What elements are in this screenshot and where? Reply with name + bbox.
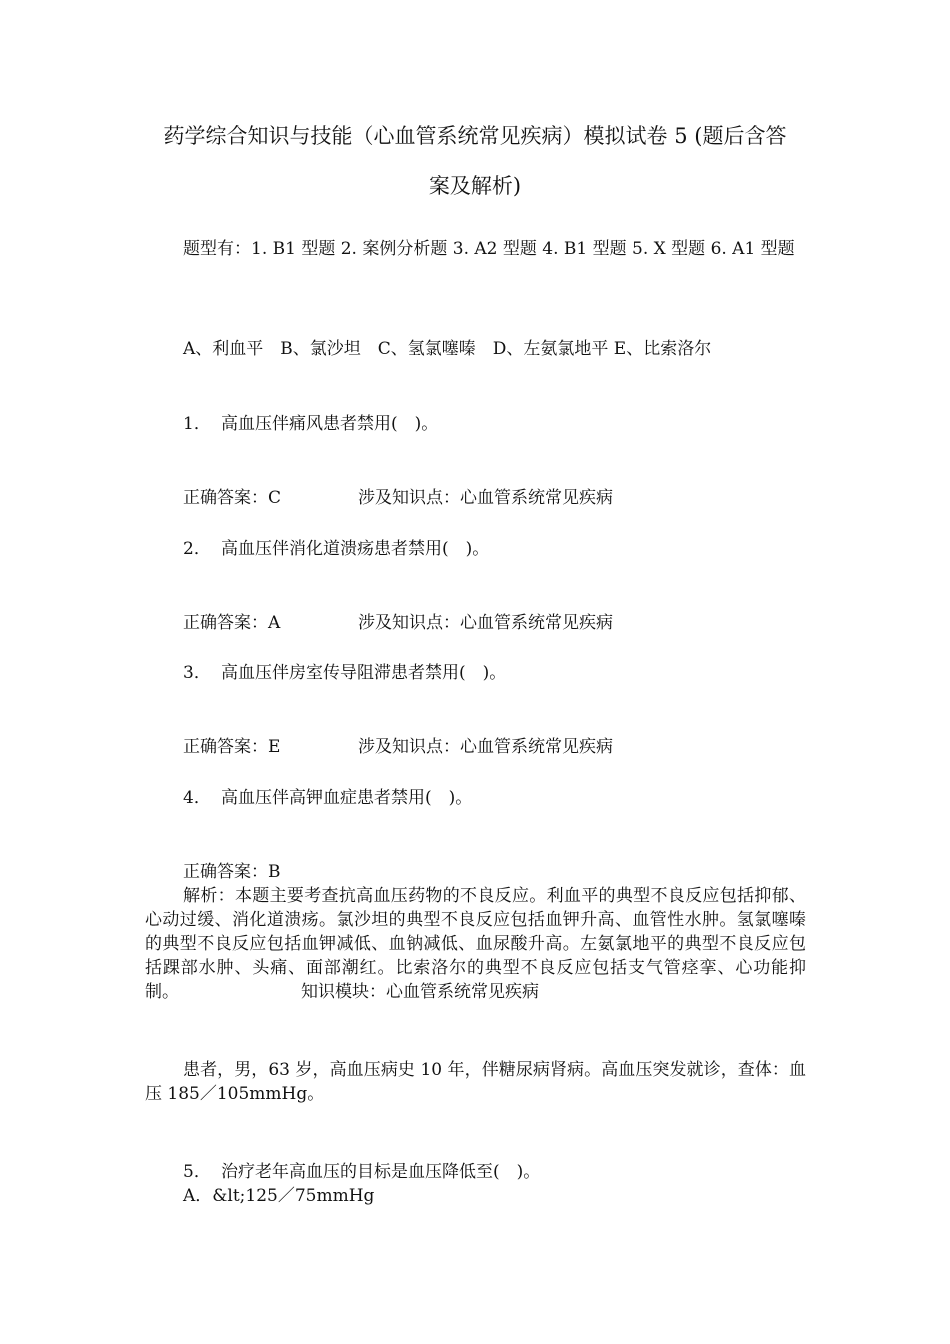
question-4 [183, 786, 472, 810]
question-types: 题型有：1. B1 型题 2. 案例分析题 3. A2 型题 4. B1 型题 5. X 型题 6. A1 型题 [183, 239, 795, 259]
answer-row-2 [183, 611, 783, 635]
correct-answer: 正确答案：B [183, 862, 281, 882]
question-text: 高血压伴高钾血症患者禁用( )。 [221, 788, 473, 808]
question-number: 4． [183, 788, 211, 808]
question-text: 高血压伴房室传导阻滞患者禁用( )。 [221, 663, 507, 683]
question-5 [183, 1160, 540, 1184]
correct-answer: 正确答案：E [183, 737, 281, 757]
options-line: A、利血平 B、氯沙坦 C、氢氯噻嗪 D、左氨氯地平 E、比索洛尔 [183, 339, 712, 359]
question-3 [183, 661, 506, 685]
answer-row-1 [183, 486, 783, 510]
question-number: 1． [183, 414, 211, 434]
document-title-line-2: 案及解析) [428, 174, 522, 198]
answer-row-4 [183, 860, 281, 884]
analysis-module: 知识模块：心血管系统常见疾病 [301, 982, 539, 1002]
knowledge-point: 涉及知识点：心血管系统常见疾病 [358, 737, 613, 757]
question-2 [183, 537, 489, 561]
question-1 [183, 412, 438, 436]
correct-answer: 正确答案：A [183, 613, 281, 633]
question-text: 高血压伴痛风患者禁用( )。 [221, 414, 439, 434]
question-text: 高血压伴消化道溃疡患者禁用( )。 [221, 539, 490, 559]
analysis-text: 解析：本题主要考查抗高血压药物的不良反应。利血平的典型不良反应包括抑郁、心动过缓、消化道溃疡。氯沙坦的典型不良反应包括血钾升高、血管性水肿。氢氯噻嗪的典型不良反应包括血钾减低、血钠减低、血尿酸升高。左氨氯地平的典型不良反应包括踝部水肿、头痛、面部潮红。比索洛尔的典型不良反应包括支气管痉挛、心功能抑制。 [145, 886, 806, 1002]
document-title-line-1: 药学综合知识与技能（心血管系统常见疾病）模拟试卷 5 (题后含答 [163, 124, 787, 148]
analysis-paragraph [145, 884, 806, 1004]
case-description: 患者，男，63 岁，高血压病史 10 年，伴糖尿病肾病。高血压突发就诊，查体：血压 185／105mmHg。 [145, 1060, 806, 1104]
knowledge-point: 涉及知识点：心血管系统常见疾病 [358, 613, 613, 633]
question-text: 治疗老年高血压的目标是血压降低至( )。 [221, 1162, 541, 1182]
question-number: 3． [183, 663, 211, 683]
question-number: 2． [183, 539, 211, 559]
knowledge-point: 涉及知识点：心血管系统常见疾病 [358, 488, 613, 508]
correct-answer: 正确答案：C [183, 488, 282, 508]
option-a: A．&lt;125／75mmHg [183, 1186, 375, 1206]
answer-row-3 [183, 735, 783, 759]
question-number: 5． [183, 1162, 211, 1182]
